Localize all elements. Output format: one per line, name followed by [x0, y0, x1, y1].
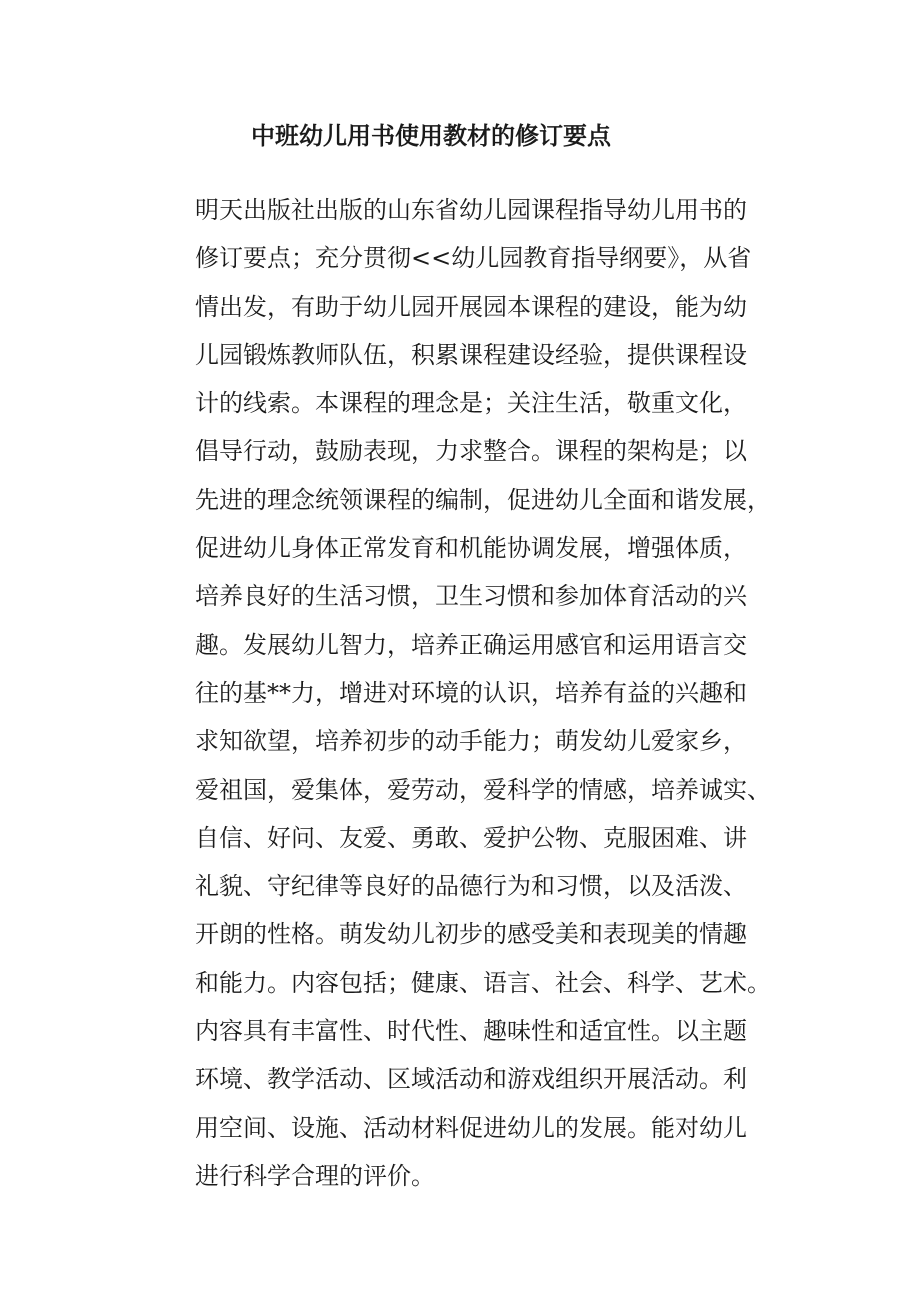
- body-line: 往的基**力，增进对环境的认识，培养有益的兴趣和: [195, 678, 747, 707]
- body-line: 培养良好的生活习惯，卫生习惯和参加体育活动的兴: [195, 582, 747, 611]
- body-line: 促进幼儿身体正常发育和机能协调发展，增强体质，: [195, 534, 747, 563]
- body-line: 进行科学合理的评价。: [195, 1161, 435, 1190]
- body-line: 内容具有丰富性、时代性、趣味性和适宜性。以主题: [195, 1017, 747, 1046]
- document-body: [195, 186, 795, 1200]
- body-line: 和能力。内容包括；健康、语言、社会、科学、艺术。: [195, 968, 771, 997]
- body-line: 先进的理念统领课程的编制，促进幼儿全面和谐发展，: [195, 485, 771, 514]
- body-line: 求知欲望，培养初步的动手能力；萌发幼儿爱家乡，: [195, 727, 747, 756]
- body-line: 爱祖国，爱集体，爱劳动，爱科学的情感，培养诚实、: [195, 775, 771, 804]
- body-line: 修订要点；充分贯彻<<幼儿园教育指导纲要》，从省: [195, 244, 752, 273]
- body-line: 自信、好问、友爱、勇敢、爱护公物、克服困难、讲: [195, 823, 747, 852]
- body-line: 礼貌、守纪律等良好的品德行为和习惯，以及活泼、: [195, 872, 747, 901]
- body-line: 情出发，有助于幼儿园开展园本课程的建设，能为幼: [195, 292, 747, 321]
- body-line: 倡导行动，鼓励表现，力求整合。课程的架构是；以: [195, 437, 747, 466]
- body-line: 儿园锻炼教师队伍，积累课程建设经验，提供课程设: [195, 340, 747, 369]
- body-line: 趣。发展幼儿智力，培养正确运用感官和运用语言交: [195, 630, 747, 659]
- body-line: 开朗的性格。萌发幼儿初步的感受美和表现美的情趣: [195, 920, 747, 949]
- body-line: 用空间、设施、活动材料促进幼儿的发展。能对幼儿: [195, 1113, 747, 1142]
- body-line: 环境、教学活动、区域活动和游戏组织开展活动。利: [195, 1065, 747, 1094]
- body-line: 明天出版社出版的山东省幼儿园课程指导幼儿用书的: [195, 196, 747, 224]
- document-title: 中班幼儿用书使用教材的修订要点: [251, 121, 611, 150]
- body-line: 计的线索。本课程的理念是；关注生活，敬重文化，: [195, 389, 747, 418]
